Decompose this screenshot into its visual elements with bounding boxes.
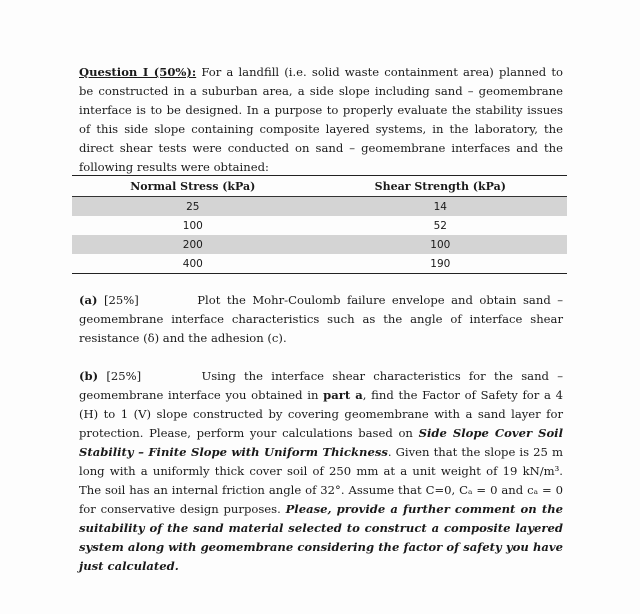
table-row bbox=[72, 197, 567, 217]
table-row bbox=[72, 235, 567, 254]
part-b-bold-reference: part a bbox=[323, 388, 363, 402]
part-b-weight: [25%] bbox=[106, 369, 142, 383]
part-b-text-3: . Given that the slope is 25 m long with a uniformly thick cover soil of 250 mm at a unit weight of 19 kN/m³. The soil has an internal friction angle of 32°. Assume that C=0, Cₐ = 0 and cₐ = 0 for conservative design purposes. bbox=[79, 445, 563, 516]
question-intro-text: For a landfill (i.e. solid waste containment area) planned to be constructed in a suburban area, a side slope including sand – geomembrane interface is to be designed. In a purpose to properly evaluate the stability issues of this side slope containing composite layered systems, in the laboratory, the direct shear tests were conducted on sand – geomembrane interfaces and the following results were obtained: bbox=[79, 65, 563, 174]
part-a-label: (a) bbox=[79, 293, 98, 307]
shear-strength-cell: 14 bbox=[314, 197, 567, 217]
part-a-weight: [25%] bbox=[103, 293, 139, 307]
part-b-text-2: , find the Factor of Safety for a 4 (H) to 1 (V) slope constructed by covering geomembrane with a sand layer for protection. Please, perform your calculations based on bbox=[79, 388, 563, 440]
part-b-closing-comment: Please, provide a further comment on the suitability of the sand material selected to construct a composite layered system along with geomembrane considering the factor of safety you have just calculated. bbox=[79, 502, 563, 573]
question-title: Question I (50%): bbox=[79, 65, 197, 79]
normal-stress-cell: 25 bbox=[72, 197, 314, 217]
shear-strength-cell: 100 bbox=[314, 235, 567, 254]
part-a-text: Plot the Mohr-Coulomb failure envelope and obtain sand – geomembrane interface characteristics such as the angle of interface shear resistance (δ) and the adhesion (c). bbox=[79, 293, 563, 345]
table-row bbox=[72, 216, 567, 235]
shear-strength-cell: 190 bbox=[430, 257, 451, 270]
header-normal-stress: Normal Stress (kPa) bbox=[72, 176, 314, 197]
table-row bbox=[72, 254, 567, 273]
shear-strength-cell: 52 bbox=[433, 219, 447, 232]
table-header-row bbox=[72, 176, 567, 197]
normal-stress-cell: 200 bbox=[72, 235, 314, 254]
normal-stress-cell: 100 bbox=[182, 219, 203, 232]
part-b-paragraph bbox=[79, 367, 563, 576]
header-shear-strength: Shear Strength (kPa) bbox=[314, 176, 567, 197]
part-b-method: Side Slope Cover Soil Stability – Finite Slope with Uniform Thickness bbox=[79, 426, 563, 459]
part-b-text-1: Using the interface shear characteristics for the sand – geomembrane interface you obtained in bbox=[79, 369, 564, 402]
part-a-paragraph bbox=[79, 291, 563, 348]
part-b-label: (b) bbox=[79, 369, 99, 383]
normal-stress-cell: 400 bbox=[182, 257, 203, 270]
results-table bbox=[72, 175, 567, 274]
question-intro-paragraph bbox=[79, 63, 563, 177]
